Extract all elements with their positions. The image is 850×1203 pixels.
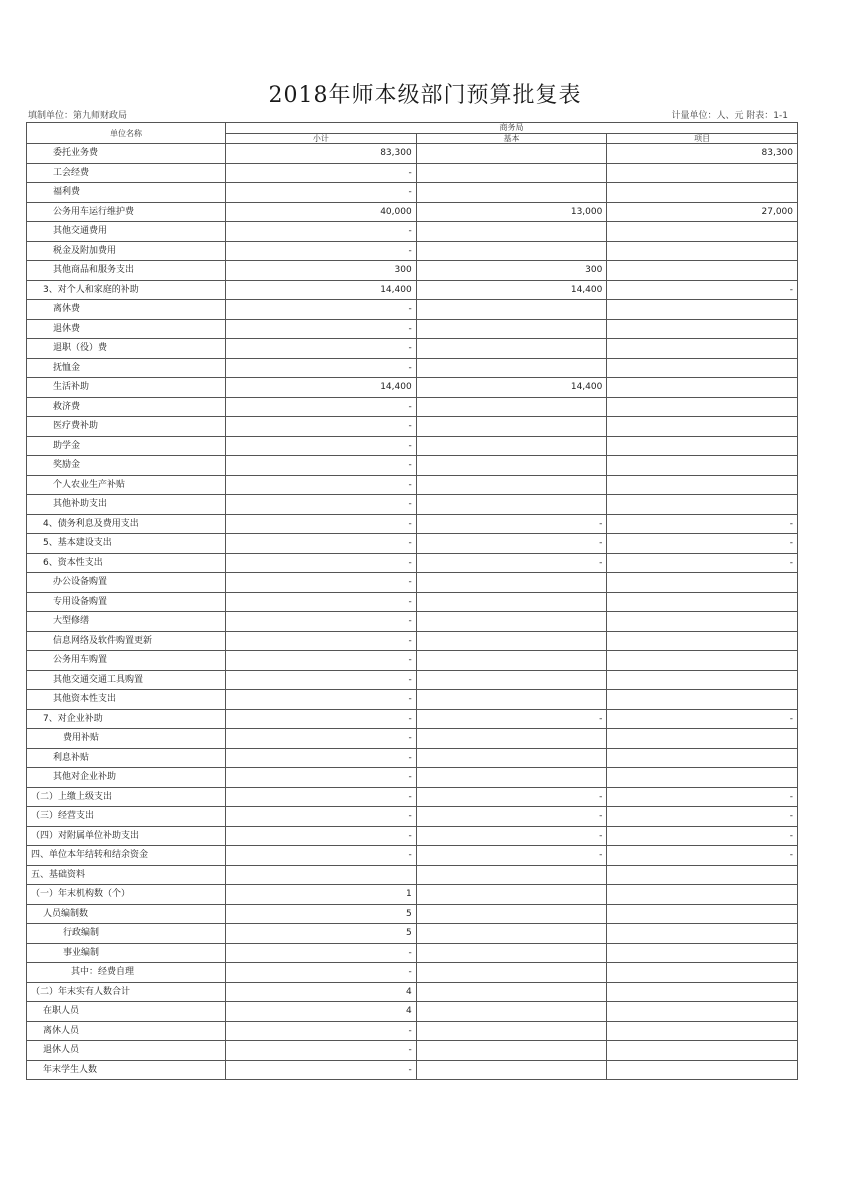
project-cell — [607, 963, 798, 983]
basic-cell: - — [416, 534, 607, 554]
row-label: 办公设备购置 — [27, 573, 226, 593]
project-cell — [607, 982, 798, 1002]
table-row — [27, 163, 798, 183]
subtotal-cell: - — [226, 183, 417, 203]
subtotal-cell: 300 — [226, 261, 417, 281]
table-row — [27, 456, 798, 476]
table-row — [27, 768, 798, 788]
project-cell — [607, 456, 798, 476]
row-label: 大型修缮 — [27, 612, 226, 632]
row-label: 四、单位本年结转和结余资金 — [27, 846, 226, 866]
subtotal-cell: - — [226, 163, 417, 183]
basic-cell: - — [416, 846, 607, 866]
table-row — [27, 475, 798, 495]
table-row — [27, 729, 798, 749]
project-cell: - — [607, 709, 798, 729]
row-label: 5、基本建设支出 — [27, 534, 226, 554]
table-row — [27, 358, 798, 378]
table-row — [27, 826, 798, 846]
subtotal-cell: 5 — [226, 924, 417, 944]
row-label: 救济费 — [27, 397, 226, 417]
basic-cell — [416, 163, 607, 183]
table-row — [27, 495, 798, 515]
row-label: 税金及附加费用 — [27, 241, 226, 261]
subtotal-cell: - — [226, 553, 417, 573]
project-cell — [607, 670, 798, 690]
basic-cell — [416, 241, 607, 261]
project-cell — [607, 865, 798, 885]
subtotal-cell: 14,400 — [226, 378, 417, 398]
row-label: （三）经营支出 — [27, 807, 226, 827]
basic-cell — [416, 183, 607, 203]
table-row — [27, 651, 798, 671]
row-label: 7、对企业补助 — [27, 709, 226, 729]
measurement-unit-label: 计量单位：人、元 附表：1-1 — [671, 111, 788, 121]
subtotal-cell: - — [226, 963, 417, 983]
row-label: 其他交通交通工具购置 — [27, 670, 226, 690]
subtotal-cell: - — [226, 222, 417, 242]
table-row — [27, 534, 798, 554]
subtotal-cell: - — [226, 768, 417, 788]
basic-cell: - — [416, 826, 607, 846]
row-label: 费用补贴 — [27, 729, 226, 749]
subtotal-cell: 14,400 — [226, 280, 417, 300]
row-label: 生活补助 — [27, 378, 226, 398]
table-row — [27, 202, 798, 222]
project-cell — [607, 475, 798, 495]
row-label: 退职（役）费 — [27, 339, 226, 359]
row-label: 五、基础资料 — [27, 865, 226, 885]
filing-unit-label: 填制单位：第九师财政局 — [28, 111, 128, 121]
unit-name-header: 单位名称 — [27, 123, 226, 144]
table-row — [27, 436, 798, 456]
table-row — [27, 592, 798, 612]
table-row — [27, 612, 798, 632]
row-label: 利息补贴 — [27, 748, 226, 768]
project-cell — [607, 1060, 798, 1080]
project-cell — [607, 495, 798, 515]
basic-cell — [416, 885, 607, 905]
row-label: 其他对企业补助 — [27, 768, 226, 788]
basic-cell — [416, 319, 607, 339]
subtotal-cell: - — [226, 846, 417, 866]
row-label: （二）上缴上级支出 — [27, 787, 226, 807]
table-row — [27, 885, 798, 905]
basic-cell — [416, 573, 607, 593]
table-row — [27, 241, 798, 261]
row-label: 3、对个人和家庭的补助 — [27, 280, 226, 300]
project-cell — [607, 222, 798, 242]
project-cell: - — [607, 534, 798, 554]
project-cell — [607, 417, 798, 437]
subtotal-cell: - — [226, 592, 417, 612]
basic-cell — [416, 631, 607, 651]
project-cell: 83,300 — [607, 144, 798, 164]
subtotal-cell: - — [226, 612, 417, 632]
table-row — [27, 1002, 798, 1022]
subtotal-cell: - — [226, 1021, 417, 1041]
project-cell — [607, 904, 798, 924]
subtotal-cell: - — [226, 436, 417, 456]
basic-cell — [416, 612, 607, 632]
basic-cell — [416, 300, 607, 320]
basic-cell — [416, 768, 607, 788]
subtotal-cell: - — [226, 807, 417, 827]
basic-cell: - — [416, 807, 607, 827]
basic-cell — [416, 924, 607, 944]
subtotal-cell: - — [226, 651, 417, 671]
basic-cell — [416, 222, 607, 242]
basic-cell — [416, 456, 607, 476]
row-label: 4、债务利息及费用支出 — [27, 514, 226, 534]
basic-cell — [416, 475, 607, 495]
table-row — [27, 144, 798, 164]
table-row — [27, 982, 798, 1002]
project-cell — [607, 1041, 798, 1061]
subtotal-cell — [226, 865, 417, 885]
basic-cell — [416, 592, 607, 612]
basic-header: 基本 — [416, 133, 607, 144]
table-row — [27, 943, 798, 963]
row-label: 公务用车购置 — [27, 651, 226, 671]
project-cell — [607, 885, 798, 905]
subtotal-cell: - — [226, 300, 417, 320]
basic-cell — [416, 748, 607, 768]
basic-cell — [416, 1002, 607, 1022]
table-row — [27, 300, 798, 320]
subtotal-cell: - — [226, 787, 417, 807]
row-label: 离休费 — [27, 300, 226, 320]
row-label: 信息网络及软件购置更新 — [27, 631, 226, 651]
subtotal-cell: - — [226, 729, 417, 749]
table-row — [27, 1060, 798, 1080]
table-row — [27, 397, 798, 417]
row-label: 其中：经费自理 — [27, 963, 226, 983]
subtotal-cell: - — [226, 319, 417, 339]
basic-cell — [416, 358, 607, 378]
table-row — [27, 690, 798, 710]
basic-cell — [416, 495, 607, 515]
row-label: 其他商品和服务支出 — [27, 261, 226, 281]
project-cell — [607, 729, 798, 749]
basic-cell: 300 — [416, 261, 607, 281]
basic-cell — [416, 1021, 607, 1041]
table-row — [27, 865, 798, 885]
table-row — [27, 963, 798, 983]
basic-cell — [416, 417, 607, 437]
subtotal-cell: - — [226, 1041, 417, 1061]
table-row — [27, 417, 798, 437]
table-row — [27, 183, 798, 203]
table-row — [27, 670, 798, 690]
project-cell — [607, 924, 798, 944]
project-cell — [607, 300, 798, 320]
table-row — [27, 1041, 798, 1061]
page-title: 2018年师本级部门预算批复表 — [268, 83, 582, 108]
project-cell — [607, 397, 798, 417]
subtotal-header: 小计 — [226, 133, 417, 144]
subtotal-cell: 4 — [226, 982, 417, 1002]
row-label: 助学金 — [27, 436, 226, 456]
subtotal-cell: - — [226, 709, 417, 729]
basic-cell: 13,000 — [416, 202, 607, 222]
table-row — [27, 904, 798, 924]
basic-cell — [416, 1041, 607, 1061]
project-cell — [607, 651, 798, 671]
row-label: 人员编制数 — [27, 904, 226, 924]
budget-table — [26, 122, 798, 1080]
table-row — [27, 807, 798, 827]
project-cell — [607, 241, 798, 261]
basic-cell: - — [416, 787, 607, 807]
row-label: 退休人员 — [27, 1041, 226, 1061]
basic-cell: - — [416, 553, 607, 573]
table-row — [27, 846, 798, 866]
subtotal-cell: - — [226, 495, 417, 515]
project-cell — [607, 768, 798, 788]
row-label: 行政编制 — [27, 924, 226, 944]
basic-cell — [416, 904, 607, 924]
subtotal-cell: - — [226, 358, 417, 378]
subtotal-cell: - — [226, 943, 417, 963]
subtotal-cell: - — [226, 1060, 417, 1080]
row-label: 离休人员 — [27, 1021, 226, 1041]
row-label: 年末学生人数 — [27, 1060, 226, 1080]
subtotal-cell: 4 — [226, 1002, 417, 1022]
basic-cell: - — [416, 709, 607, 729]
subtotal-cell: 83,300 — [226, 144, 417, 164]
basic-cell — [416, 865, 607, 885]
row-label: 其他资本性支出 — [27, 690, 226, 710]
row-label: （二）年末实有人数合计 — [27, 982, 226, 1002]
subtotal-cell: - — [226, 456, 417, 476]
department-header: 商务局 — [226, 123, 798, 134]
row-label: 工会经费 — [27, 163, 226, 183]
row-label: 其他交通费用 — [27, 222, 226, 242]
table-row — [27, 339, 798, 359]
project-cell: - — [607, 280, 798, 300]
subtotal-cell: - — [226, 631, 417, 651]
project-cell — [607, 690, 798, 710]
table-row — [27, 924, 798, 944]
basic-cell — [416, 436, 607, 456]
project-cell — [607, 183, 798, 203]
basic-cell — [416, 982, 607, 1002]
row-label: 委托业务费 — [27, 144, 226, 164]
basic-cell: 14,400 — [416, 280, 607, 300]
row-label: 公务用车运行维护费 — [27, 202, 226, 222]
row-label: （四）对附属单位补助支出 — [27, 826, 226, 846]
project-cell: - — [607, 514, 798, 534]
subtotal-cell: - — [226, 475, 417, 495]
row-label: 事业编制 — [27, 943, 226, 963]
subtotal-cell: - — [226, 573, 417, 593]
basic-cell — [416, 397, 607, 417]
project-cell — [607, 573, 798, 593]
table-row — [27, 319, 798, 339]
table-row — [27, 573, 798, 593]
basic-cell — [416, 339, 607, 359]
row-label: 抚恤金 — [27, 358, 226, 378]
basic-cell — [416, 943, 607, 963]
table-row — [27, 709, 798, 729]
table-row — [27, 787, 798, 807]
subtotal-cell: - — [226, 514, 417, 534]
subtotal-cell: - — [226, 690, 417, 710]
project-cell: - — [607, 807, 798, 827]
row-label: 福利费 — [27, 183, 226, 203]
table-row — [27, 553, 798, 573]
project-cell — [607, 592, 798, 612]
project-cell: - — [607, 846, 798, 866]
table-row — [27, 261, 798, 281]
project-cell — [607, 631, 798, 651]
basic-cell — [416, 729, 607, 749]
row-label: 在职人员 — [27, 1002, 226, 1022]
table-row — [27, 378, 798, 398]
project-cell — [607, 319, 798, 339]
row-label: 专用设备购置 — [27, 592, 226, 612]
project-cell — [607, 612, 798, 632]
project-cell: 27,000 — [607, 202, 798, 222]
basic-cell — [416, 651, 607, 671]
table-row — [27, 280, 798, 300]
project-cell — [607, 339, 798, 359]
row-label: （一）年末机构数（个） — [27, 885, 226, 905]
basic-cell: 14,400 — [416, 378, 607, 398]
project-cell — [607, 1021, 798, 1041]
basic-cell — [416, 690, 607, 710]
subtotal-cell: 1 — [226, 885, 417, 905]
subtotal-cell: - — [226, 339, 417, 359]
subtotal-cell: 5 — [226, 904, 417, 924]
subtotal-cell: - — [226, 748, 417, 768]
project-cell: - — [607, 826, 798, 846]
subtotal-cell: 40,000 — [226, 202, 417, 222]
table-row — [27, 748, 798, 768]
project-cell: - — [607, 553, 798, 573]
project-cell — [607, 436, 798, 456]
basic-cell — [416, 1060, 607, 1080]
project-cell — [607, 1002, 798, 1022]
row-label: 个人农业生产补贴 — [27, 475, 226, 495]
subtotal-cell: - — [226, 241, 417, 261]
subtotal-cell: - — [226, 534, 417, 554]
project-cell — [607, 261, 798, 281]
row-label: 奖励金 — [27, 456, 226, 476]
row-label: 退休费 — [27, 319, 226, 339]
project-cell — [607, 943, 798, 963]
subtotal-cell: - — [226, 670, 417, 690]
project-header: 项目 — [607, 133, 798, 144]
row-label: 医疗费补助 — [27, 417, 226, 437]
table-row — [27, 222, 798, 242]
table-row — [27, 514, 798, 534]
project-cell — [607, 163, 798, 183]
project-cell — [607, 358, 798, 378]
table-row — [27, 631, 798, 651]
project-cell — [607, 748, 798, 768]
subtotal-cell: - — [226, 826, 417, 846]
subtotal-cell: - — [226, 417, 417, 437]
basic-cell — [416, 144, 607, 164]
table-row — [27, 1021, 798, 1041]
subtotal-cell: - — [226, 397, 417, 417]
row-label: 其他补助支出 — [27, 495, 226, 515]
project-cell: - — [607, 787, 798, 807]
basic-cell — [416, 670, 607, 690]
project-cell — [607, 378, 798, 398]
row-label: 6、资本性支出 — [27, 553, 226, 573]
basic-cell — [416, 963, 607, 983]
basic-cell: - — [416, 514, 607, 534]
